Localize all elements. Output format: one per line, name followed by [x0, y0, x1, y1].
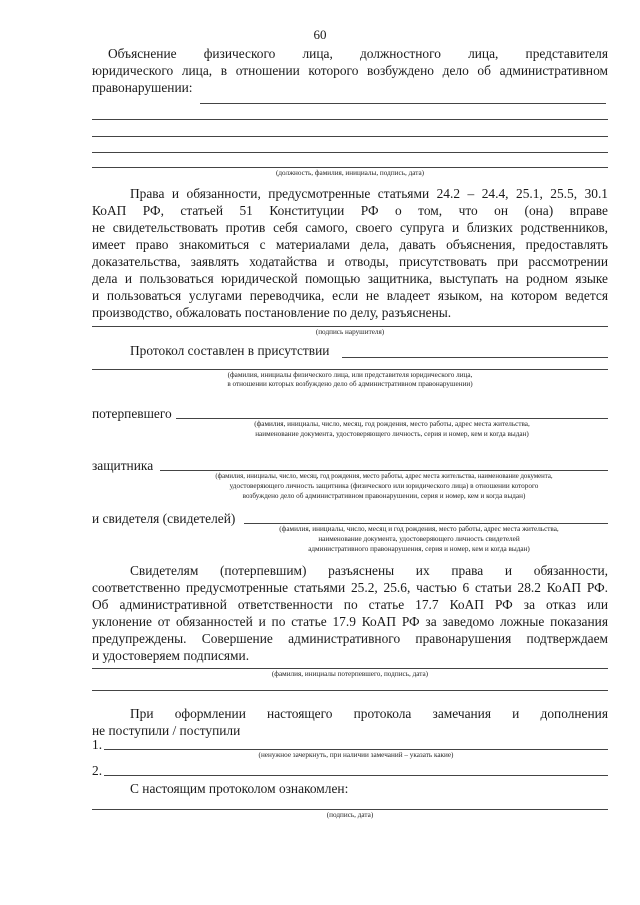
presence-caption-1: (фамилия, инициалы физического лица, или представителя юридического лица, [227, 371, 473, 379]
rights-line-2: КоАП РФ, статьей 51 Конституции РФ о том, что он (она) вправе [92, 203, 608, 218]
defender-caption-3: возбуждено дело об административном правонарушении, серия и номер, кем и когда выдан) [242, 492, 526, 500]
witnesses-caption-3: административного правонарушения, серия и номер, кем и когда выдан) [308, 545, 530, 553]
witness-rights-line-2: соответственно предусмотренные статьями 25.2, 25.6, частью 6 статьи 28.2 КоАП РФ. [92, 580, 608, 595]
witness-rights-line-5: предупреждены. Совершение административного правонарушения подтверждаем [92, 631, 608, 646]
explanation-line-2: юридического лица, в отношении которого возбуждено дело об административном [92, 63, 608, 78]
explanation-caption: (должность, фамилия, инициалы, подпись, дата) [275, 169, 425, 177]
offender-signature-line[interactable] [92, 326, 608, 327]
explanation-label: правонарушении: [92, 80, 193, 95]
witness-rights-line-1: Свидетелям (потерпевшим) разъяснены их права и обязанности, [130, 563, 608, 578]
offender-signature-caption: (подпись нарушителя) [315, 328, 385, 336]
acquainted-signature-line[interactable] [92, 809, 608, 810]
defender-caption-1: (фамилия, инициалы, число, месяц, год рождения, место работы, адрес места жительства, наименование документа, [215, 473, 553, 480]
explanation-line-1: Объяснение физического лица, должностного лица, представителя [108, 46, 608, 61]
explanation-fill-line-4[interactable] [92, 152, 608, 153]
acquainted-caption: (подпись, дата) [326, 811, 374, 819]
presence-fill-line-1[interactable] [342, 357, 608, 358]
remarks-line-1: При оформлении настоящего протокола замечания и дополнения [130, 706, 608, 721]
remarks-item-1-number: 1. [92, 737, 103, 752]
witness-rights-line-3: Об административной ответственности по статье 17.7 КоАП РФ за отказ или [92, 597, 608, 612]
rights-line-3: не свидетельствовать против себя самого, своего супруга и близких родственников, [92, 220, 608, 235]
presence-label: Протокол составлен в присутствии [130, 343, 330, 358]
witnesses-fill-line[interactable] [244, 523, 608, 524]
rights-line-5: доказательства, заявлять ходатайства и отводы, присутствовать при рассмотрении [92, 254, 608, 269]
rights-line-6: дела и пользоваться юридической помощью защитника, выступать на родном языке [92, 271, 608, 286]
acquainted-label: С настоящим протоколом ознакомлен: [130, 781, 349, 796]
witness-signature-line-1[interactable] [92, 668, 608, 669]
witness-rights-line-6: и удостоверяем подписями. [92, 648, 250, 663]
explanation-fill-line-1[interactable] [200, 103, 606, 104]
explanation-fill-line-2[interactable] [92, 119, 608, 120]
remarks-item-2-number: 2. [92, 763, 103, 778]
remarks-item-2-line[interactable] [104, 775, 608, 776]
remarks-line-2: не поступили / поступили [92, 723, 241, 738]
witness-rights-line-4: уклонение от обязанностей и по статье 17.9 КоАП РФ за заведомо ложные показания [92, 614, 608, 629]
defender-caption-2: удостоверяющего личность защитника (физического или юридического лица) в отношении которого [229, 482, 539, 490]
witnesses-caption-1: (фамилия, инициалы, число, месяц и год рождения, место работы, адрес места жительства, [279, 525, 559, 533]
explanation-fill-line-3[interactable] [92, 136, 608, 137]
victim-caption-1: (фамилия, инициалы, число, месяц, год рождения, место работы, адрес места жительства, [254, 420, 530, 428]
rights-line-4: имеет право знакомиться с материалами дела, давать объяснения, предоставлять [92, 237, 608, 252]
rights-line-1: Права и обязанности, предусмотренные статьями 24.2 – 24.4, 25.1, 25.5, 30.1 [130, 186, 608, 201]
remarks-caption: (ненужное зачеркнуть, при наличии замечаний – указать какие) [258, 751, 454, 759]
explanation-fill-line-5[interactable] [92, 167, 608, 168]
rights-line-7: и пользоваться услугами переводчика, если не владеет языком, на котором ведется [92, 288, 608, 303]
victim-label: потерпевшего [92, 406, 172, 421]
rights-line-8: производство, обжаловать постановление по делу, разъяснены. [92, 305, 452, 320]
presence-caption-2: в отношении которых возбуждено дело об административном правонарушении) [227, 380, 473, 388]
witness-signature-line-2[interactable] [92, 690, 608, 691]
defender-fill-line[interactable] [160, 470, 608, 471]
witness-signature-caption: (фамилия, инициалы потерпевшего, подпись, дата) [271, 670, 429, 678]
witnesses-label: и свидетеля (свидетелей) [92, 511, 236, 526]
victim-caption-2: наименование документа, удостоверяющего личность, серия и номер, кем и когда выдан) [255, 430, 529, 438]
page-number: 60 [313, 27, 327, 42]
witnesses-caption-2: наименование документа, удостоверяющего личность свидетелей [318, 535, 520, 543]
remarks-item-1-line[interactable] [104, 749, 608, 750]
defender-label: защитника [92, 458, 154, 473]
victim-fill-line[interactable] [176, 418, 608, 419]
presence-fill-line-2[interactable] [92, 369, 608, 370]
